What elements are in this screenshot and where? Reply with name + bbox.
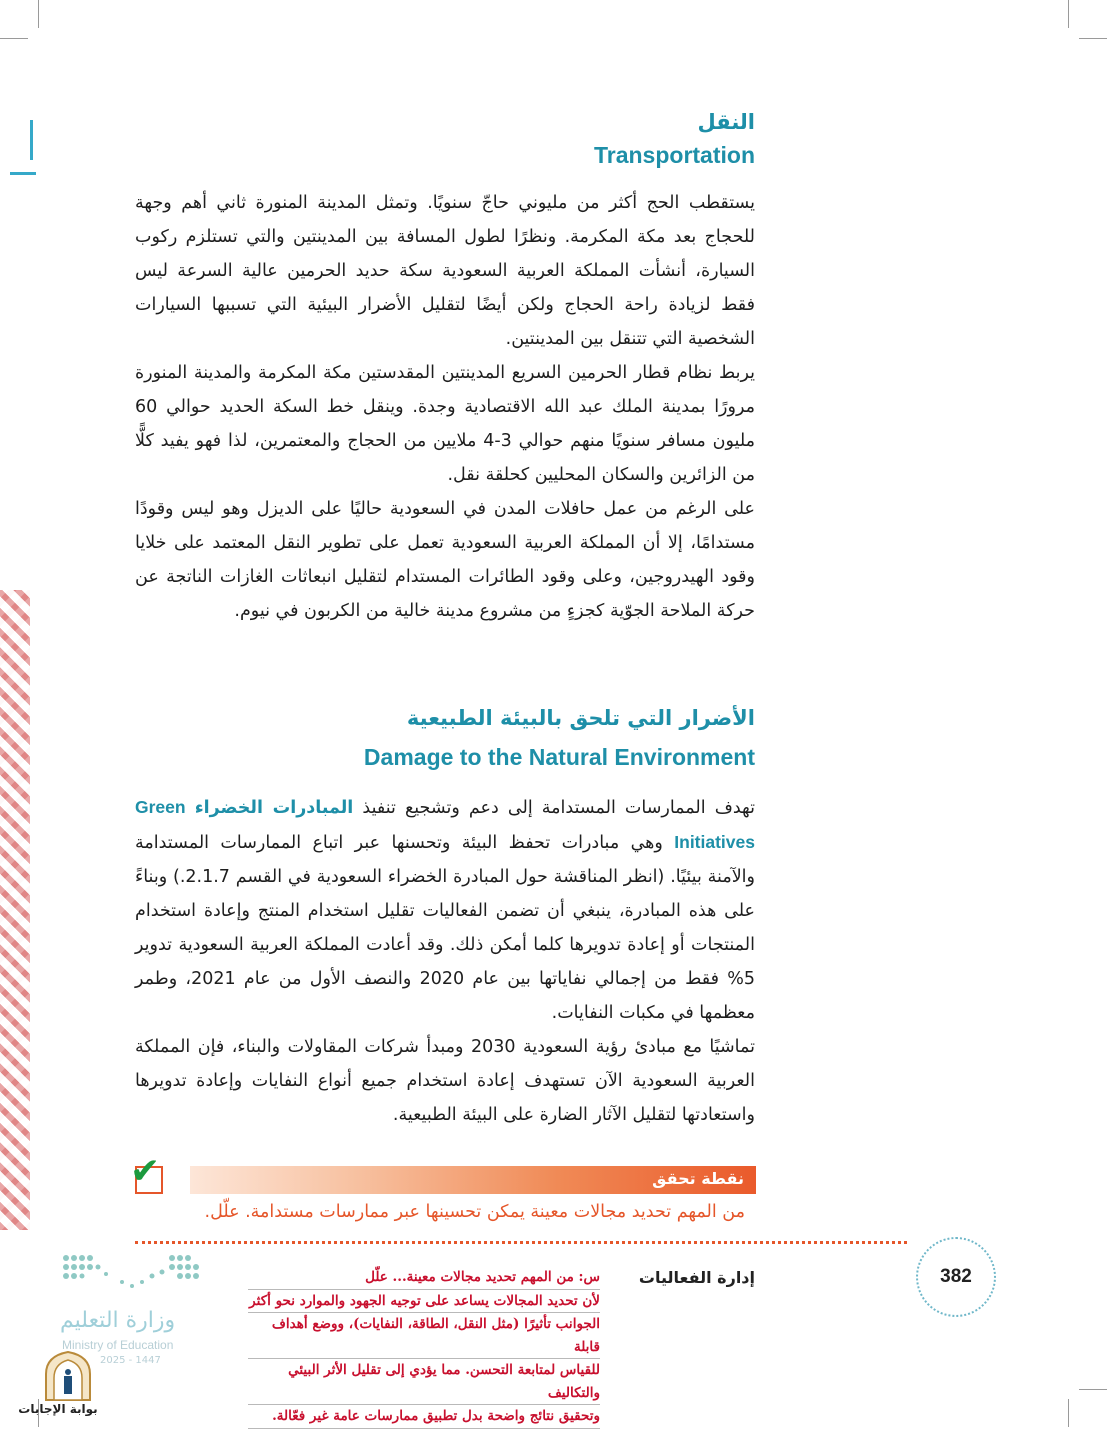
crop-mark xyxy=(38,0,39,28)
divider xyxy=(135,1241,907,1244)
paragraph-text: وهي مبادرات تحفظ البيئة وتحسنها عبر اتباع الممارسات المستدامة والآمنة بيئيًا. (انظر المناقشة حول المبادرة الخضراء السعودية في القسم 2.1.7.) وبناءً على هذه المبادرة، ينبغي أن تضمن الفعاليات تقليل استخدام المنتج وإعادة استخدام المنتجات أو إعادة تدويرها كلما أمكن ذلك. وقد أعادت المملكة العربية السعودية تدوير 5% فقط من إجمالي نفاياتها بين عام 2020 والنصف الأول من عام 2021، وطمر معظمها في مكبات النفايات. xyxy=(135,833,756,1023)
ministry-name-en: Ministry of Education xyxy=(62,1338,174,1352)
checkpoint-question: من المهم تحديد مجالات معينة يمكن تحسينها عبر ممارسات مستدامة. علّل. xyxy=(204,1202,745,1222)
section-marker xyxy=(10,172,36,175)
section-title-ar: النقل xyxy=(697,110,755,134)
photo-edge xyxy=(0,590,30,1230)
answer-note xyxy=(248,1266,600,1429)
answer-line: س: من المهم تحديد مجالات معينة... علّل xyxy=(248,1266,600,1290)
book-title: إدارة الفعاليات xyxy=(638,1268,755,1287)
portal-name: بوابة الإجابات xyxy=(18,1402,98,1416)
ministry-name-ar: وزارة التعليم xyxy=(60,1308,176,1333)
page-number: 382 xyxy=(940,1266,972,1287)
key-term-en: Green Initiatives xyxy=(135,797,755,852)
crop-mark xyxy=(1068,1399,1069,1427)
answer-line: لأن تحديد المجالات يساعد على توجيه الجهود والموارد نحو أكثر xyxy=(248,1290,600,1314)
paragraph: على الرغم من عمل حافلات المدن في السعودية حاليًا على الديزل وهو ليس وقودًا مستدامًا، إلا أن المملكة العربية السعودية تعمل على تطوير النقل المعتمد على خلايا وقود الهيدروجين، وعلى وقود الطائرات المستدام لتقليل انبعاثات الغازات الناتجة عن حركة الملاحة الجوّية كجزءٍ من مشروع مدينة خالية من الكربون في نيوم. xyxy=(135,499,755,621)
answer-line: الجوانب تأثيرًا (مثل النقل، الطاقة، النفايات)، ووضع أهداف قابلة xyxy=(248,1313,600,1359)
section-title-ar: الأضرار التي تلحق بالبيئة الطبيعية xyxy=(406,706,755,730)
checkpoint-bar xyxy=(190,1166,756,1194)
answer-line: وتحقيق نتائج واضحة بدل تطبيق ممارسات عامة غير فعّالة. xyxy=(248,1405,600,1429)
section-title-en: Transportation xyxy=(593,142,755,168)
section-body xyxy=(135,790,755,1132)
paragraph-text: تهدف الممارسات المستدامة إلى دعم وتشجيع تنفيذ xyxy=(353,798,755,818)
paragraph: تماشيًا مع مبادئ رؤية السعودية 2030 ومبدأ شركات المقاولات والبناء، فإن المملكة العربية السعودية الآن تستهدف إعادة استخدام جميع أنواع النفايات وإعادة تدويرها واستعادتها لتقليل الآثار الضارة على البيئة الطبيعية. xyxy=(135,1037,755,1125)
paragraph: يستقطب الحج أكثر من مليوني حاجّ سنويًا. وتمثل المدينة المنورة ثاني أهم وجهة للحجاج بعد مكة المكرمة. ونظرًا لطول المسافة بين المدينتين والتي تستلزم ركوب السيارة، أنشأت المملكة العربية السعودية سكة حديد الحرمين عالية السرعة ليس فقط لزيادة راحة الحجاج ولكن أيضًا لتقليل الأضرار البيئية التي تسببها السيارات الشخصية التي تتنقل بين المدينتين. xyxy=(135,193,755,349)
crop-mark xyxy=(0,38,28,39)
crop-mark xyxy=(1079,1389,1107,1390)
ministry-year: 2025 - 1447 xyxy=(100,1355,161,1366)
key-term-ar: المبادرات الخضراء xyxy=(194,798,354,818)
answer-line: للقياس لمتابعة التحسن. مما يؤدي إلى تقليل الأثر البيئي والتكاليف xyxy=(248,1359,600,1405)
section-body xyxy=(135,186,755,628)
section-marker xyxy=(30,120,33,160)
checkpoint-label: نقطة تحقق xyxy=(652,1169,744,1188)
paragraph xyxy=(135,790,755,1030)
page-number-badge xyxy=(916,1237,996,1317)
paragraph: يربط نظام قطار الحرمين السريع المدينتين المقدستين مكة المكرمة والمدينة المنورة مرورًا بمدينة الملك عبد الله الاقتصادية وجدة. وينقل خط السكة الحديد حوالي 60 مليون مسافر سنويًا منهم حوالي 3-4 ملايين من الحجاج والمعتمرين، لذا فهو يفيد كلًّا من الزائرين والسكان المحليين كحلقة نقل. xyxy=(135,363,755,485)
crop-mark xyxy=(1068,0,1069,28)
ministry-logo-icon xyxy=(62,1252,202,1292)
crop-mark xyxy=(1079,38,1107,39)
check-icon: ✔ xyxy=(130,1151,161,1192)
mosque-logo-icon xyxy=(40,1350,96,1402)
section-title-en: Damage to the Natural Environment xyxy=(363,744,755,770)
